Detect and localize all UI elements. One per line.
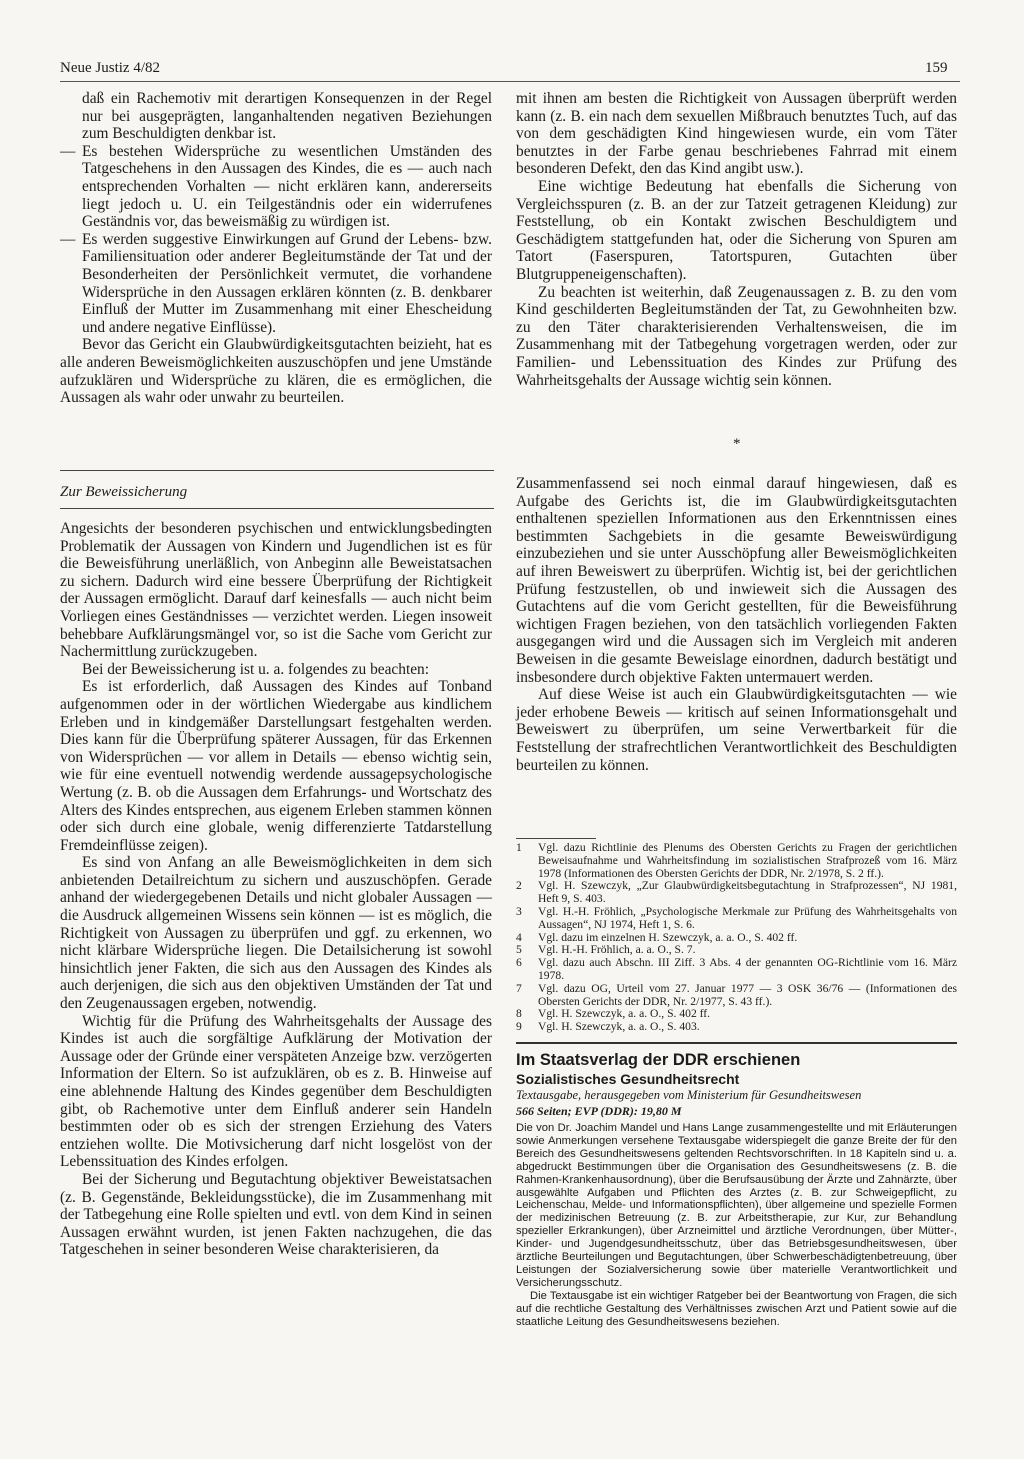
footnote-text: Vgl. H.-H. Fröhlich, a. a. O., S. 7.	[538, 943, 696, 957]
footnote-number: 7	[516, 981, 522, 995]
footnote	[516, 957, 957, 983]
footnote-text: Vgl. H.-H. Fröhlich, „Psychologische Merkmale zur Prüfung des Wahrheitsgehalts von Aussagen“, NJ 1974, Heft 1, S. 6.	[538, 904, 957, 931]
paragraph: Bei der Beweissicherung ist u. a. folgendes zu beachten:	[82, 660, 430, 678]
footnote	[516, 880, 957, 906]
journal-header: Neue Justiz 4/82	[60, 60, 160, 76]
book-edition-info: Textausgabe, herausgegeben vom Ministerium für Gesundheitswesen	[516, 1088, 862, 1102]
dash-item-text: Es bestehen Widersprüche zu wesentlichen Umständen des Tatgeschehens in den Aussagen des Kindes, die es — auch nach entsprechenden Vorhalten — nicht erklären kann, andererseits liegt jedoch u. U. ein Teilgeständnis oder ein widerrufenes Geständnis vor, das beweismäßig zu würdigen ist.	[82, 142, 492, 231]
footnote-text: Vgl. dazu auch Abschn. III Ziff. 3 Abs. 4 der genannten OG-Richtlinie vom 16. März 1978.	[538, 956, 957, 982]
footnote-text: Vgl. dazu im einzelnen H. Szewczyk, a. a. O., S. 402 ff.	[538, 930, 798, 944]
book-title: Sozialistisches Gesundheitsrecht	[516, 1071, 740, 1087]
paragraph: Zu beachten ist weiterhin, daß Zeugenaussagen z. B. zu den vom Kind geschilderten Begleitumständen der Tat, zu Gewohnheiten bzw. zu den Täter charakterisierenden Verhaltensweisen, die im Zusammenhang mit der Tatbegehung vorgetragen werden, oder zur Familien- und Lebenssituation des Kindes zur Prüfung des Wahrheitsgehalts der Aussage wichtig sein können.	[516, 283, 957, 389]
footnote-text: Vgl. dazu Richtlinie des Plenums des Obersten Gerichts zu Fragen der gerichtlichen Beweisaufnahme und Wahrheitsfindung im sozialistischen Strafprozeß vom 16. März 1978 (Informationen des Obersten Gerichts der DDR, Nr. 2/1978, S. 2 ff.).	[538, 841, 957, 880]
advertisement-rule	[516, 1042, 957, 1044]
paragraph: daß ein Rachemotiv mit derartigen Konsequenzen in der Regel nur bei ausgeprägten, langanhaltenden negativen Beziehungen zum Beschuldigten denkbar ist.	[82, 90, 492, 143]
footnote-number: 6	[516, 956, 522, 970]
dash-marker: —	[60, 142, 76, 160]
paragraph: Wichtig für die Prüfung des Wahrheitsgehalts der Aussage des Kindes ist auch die sorgfältige Aufklärung der Motivation der Aussage oder der Gründe einer verspäteten Anzeige bzw. verzögerten Information der Eltern. So ist aufzuklären, ob es z. B. Hinweise auf eine ablehnende Haltung des Kindes gegenüber dem Beschuldigten gibt, ob Rachemotive unter dem Einfluß anderer sein Handeln bestimmten oder ob es sich der strengen Erziehung des Vaters entziehen wollte. Die Motivsicherung darf nicht losgelöst von der Lebenssituation des Kindes erfolgen.	[60, 1012, 492, 1171]
paragraph: Es sind von Anfang an alle Beweismöglichkeiten in dem sich anbietenden Detailreichtum zu sichern und auszuschöpfen. Gerade anhand der wiedergegebenen Details und nicht globaler Aussagen — die Ausdruck allgemeinen Wissens sein können — ist es möglich, die Richtigkeit von Aussagen zu überprüfen und ggf. zu erkennen, wo nicht klärbare Widersprüche liegen. Die Detailsicherung ist sowohl hinsichtlich jener Fakten, die sich aus den Aussagen des Kindes als auch derjenigen, die sich aus den objektiven Umständen der Tat und den Zeugenaussagen ergeben, notwendig.	[60, 854, 492, 1013]
section-rule-top	[60, 470, 494, 471]
dash-list-item	[60, 231, 492, 337]
paragraph: Angesichts der besonderen psychischen und entwicklungsbedingten Problematik der Aussagen von Kindern und Jugendlichen ist es für die Beweisführung unerläßlich, von Anbeginn alle Beweistatsachen zu sichern. Dadurch wird eine bessere Überprüfung der Richtigkeit der Aussagen ermöglicht. Darauf darf keinesfalls — auch nicht beim Vorliegen eines Geständnisses — verzichtet werden. Liegen insoweit behebbare Aufklärungsmängel vor, so ist die Sache vom Gericht zur Nachermittlung zurückzugeben.	[60, 520, 492, 661]
right-column-middle	[516, 475, 957, 774]
footnote-number: 2	[516, 879, 522, 893]
right-column-top	[516, 90, 957, 389]
footnote-number: 8	[516, 1007, 522, 1021]
dash-item-text: Es werden suggestive Einwirkungen auf Grund der Lebens- bzw. Familiensituation oder anderer Begleitumstände der Tat und der Besonderheiten der Persönlichkeit vermutet, die vorhandene Widersprüche in den Aussagen erklären könnten (z. B. denkbarer Einfluß der Mutter im Zusammenhang mit einer Ehescheidung und andere negative Einflüsse).	[82, 230, 492, 336]
header-rule	[60, 81, 960, 82]
advertisement-paragraph: Die von Dr. Joachim Mandel und Hans Lange zusammengestellte und mit Erläuterungen sowie Anmerkungen versehene Textausgabe widerspiegelt die ganze Breite der für den Bereich des Gesundheitswesens geltenden Rechtsvorschriften. In 18 Kapiteln sind u. a. abgedruckt Bestimmungen über die Organisation des Gesundheitswesens (z. B. die Rahmen-Krankenhausordnung), über die Berufsausübung der Ärzte und Zahnärzte, über ausgewählte Aufgaben und Pflichten des Arztes (z. B. zur Schweigepflicht, zu Leichenschau, Melde- und Informationspflichten), über allgemeine und spezielle Formen der medizinischen Betreuung (z. B. zur Arbeitstherapie, zur Kur, zur Behandlung spezieller Erkrankungen), über Arzneimittel und ärztliche Verordnungen, über Mütter-, Kinder- und Jugendgesundheitsschutz, über das Betriebsgesundheitswesen, über ärztliche Beurteilungen und Begutachtungen, über Schwerbeschädigtenbetreuung, über Leistungen der Sozialversicherung sowie über materielle Verantwortlichkeit und Versicherungsschutz.	[516, 1122, 957, 1289]
footnote-text: Vgl. H. Szewczyk, „Zur Glaubwürdigkeitsbegutachtung in Strafprozessen“, NJ 1981, Heft 9, S. 403.	[538, 879, 957, 906]
left-column-top	[60, 90, 492, 407]
paragraph: mit ihnen am besten die Richtigkeit von Aussagen überprüft werden kann (z. B. ein nach dem sexuellen Mißbrauch benutztes Tuch, auf das von dem geschädigten Kind hingewiesen wurde, ein vom Täter benutztes in der Farbe genau beschriebenes Fahrrad mit einem besonderen Defekt, den das Kind angibt usw.).	[516, 90, 957, 178]
section-rule-bottom	[60, 508, 494, 509]
footnote	[516, 906, 957, 932]
advertisement-paragraph: Die Textausgabe ist ein wichtiger Ratgeber bei der Beantwortung von Fragen, die sich auf die rechtliche Gestaltung des Verhältnisses zwischen Arzt und Patient sowie auf die staatliche Leitung des Gesundheitswesens beziehen.	[516, 1289, 957, 1328]
paragraph: Auf diese Weise ist auch ein Glaubwürdigkeitsgutachten — wie jeder erhobene Beweis — kritisch auf seinen Informationsgehalt und Beweiswert zu überprüfen, um seine Verwertbarkeit für die Feststellung der strafrechtlichen Verantwortlichkeit des Beschuldigten beurteilen zu können.	[516, 686, 957, 774]
dash-marker: —	[60, 230, 76, 248]
paragraph: Zusammenfassend sei noch einmal darauf hingewiesen, daß es Aufgabe des Gerichts ist, die im Glaubwürdigkeitsgutachten enthaltenen speziellen Informationen aus den Erkenntnissen eines bestimmten Sachgebiets in die gesamte Beweiswürdigung einzubeziehen und sie unter Ausschöpfung aller Beweismöglichkeiten auf ihren Beweiswert zu überprüfen. Wichtig ist, bei der gerichtlichen Prüfung festzustellen, ob und inwieweit sich die Aussagen des Gutachtens auf die vom Gericht gestellten, für die Beweisführung wichtigen Fragen beziehen, von den tatsächlich vorliegenden Fakten ausgegangen wird und die Aussagen sich im Vergleich mit anderen Beweisen in die gesamte Beweislage einordnen, dadurch bestätigt und insbesondere durch objektive Fakten untermauert werden.	[516, 475, 957, 686]
dash-list-item	[60, 143, 492, 231]
left-column-bottom	[60, 520, 492, 1259]
paragraph: Bevor das Gericht ein Glaubwürdigkeitsgutachten beizieht, hat es alle anderen Beweismöglichkeiten auszuschöpfen und jene Umstände aufzuklären und Widersprüche zu klären, die es ermöglichen, die Aussagen als wahr oder unwahr zu beurteilen.	[60, 336, 492, 407]
footnote-number: 4	[516, 930, 522, 944]
section-separator-asterisk: *	[733, 436, 741, 452]
footnote-number: 3	[516, 904, 522, 918]
footnotes	[516, 842, 957, 1034]
paragraph: Eine wichtige Bedeutung hat ebenfalls die Sicherung von Vergleichsspuren (z. B. an der zur Tatzeit getragenen Kleidung) zur Feststellung, ob ein Kontakt zwischen Beschuldigtem und Geschädigtem stattgefunden hat, oder die Sicherung von Spuren am Tatort (Faserspuren, Tatortspuren, Gutachten über Blutgruppeneigenschaften).	[516, 177, 957, 283]
footnote-number: 9	[516, 1020, 522, 1034]
footnote-number: 5	[516, 943, 522, 957]
advertisement-heading: Im Staatsverlag der DDR erschienen	[516, 1051, 801, 1069]
publisher-advertisement	[516, 1048, 957, 1329]
footnote-text: Vgl. H. Szewczyk, a. a. O., S. 403.	[538, 1020, 700, 1034]
footnote-rule	[516, 838, 596, 839]
book-pricing: 566 Seiten; EVP (DDR): 19,80 M	[516, 1104, 682, 1118]
paragraph: Bei der Sicherung und Begutachtung objektiver Beweistatsachen (z. B. Gegenstände, Bekleidungsstücke), die im Zusammenhang mit der Tatbegehung eine Rolle spielten und evtl. von dem Kind in seinen Aussagen erwähnt wurden, ist jenen Fakten nachzugehen, die das Tatgeschehen in seiner besonderen Weise charakterisieren, da	[60, 1170, 492, 1259]
footnote-text: Vgl. H. Szewczyk, a. a. O., S. 402 ff.	[538, 1007, 711, 1021]
paragraph: Es ist erforderlich, daß Aussagen des Kindes auf Tonband aufgenommen oder in der wörtlichen Wiedergabe aus kindlichem Erleben und in kindgemäßer Darstellungsart festgehalten werden. Dies kann für die Überprüfung späterer Aussagen, für das Erkennen von Widersprüchen — vor allem in Details — ebenso wichtig sein, wie für eine eventuell notwendig werdende aussagepsychologische Wertung (z. B. ob die Aussagen dem Erfahrungs- und Wortschatz des Alters des Kindes entsprechen, aus eigenem Erleben stammen können oder sich durch eine globale, wenig differenzierte Tatdarstellung Fremdeinflüsse zeigen).	[60, 678, 492, 854]
footnote-text: Vgl. dazu OG, Urteil vom 27. Januar 1977 — 3 OSK 36/76 — (Informationen des Obersten Gerichts der DDR, Nr. 2/1977, S. 43 ff.).	[538, 981, 957, 1008]
footnote-number: 1	[516, 841, 522, 854]
footnote	[516, 983, 957, 1009]
section-title: Zur Beweissicherung	[60, 484, 188, 500]
footnote	[516, 1021, 957, 1034]
advertisement-body	[516, 1122, 957, 1329]
footnote	[516, 842, 957, 880]
page-number: 159	[925, 60, 948, 76]
